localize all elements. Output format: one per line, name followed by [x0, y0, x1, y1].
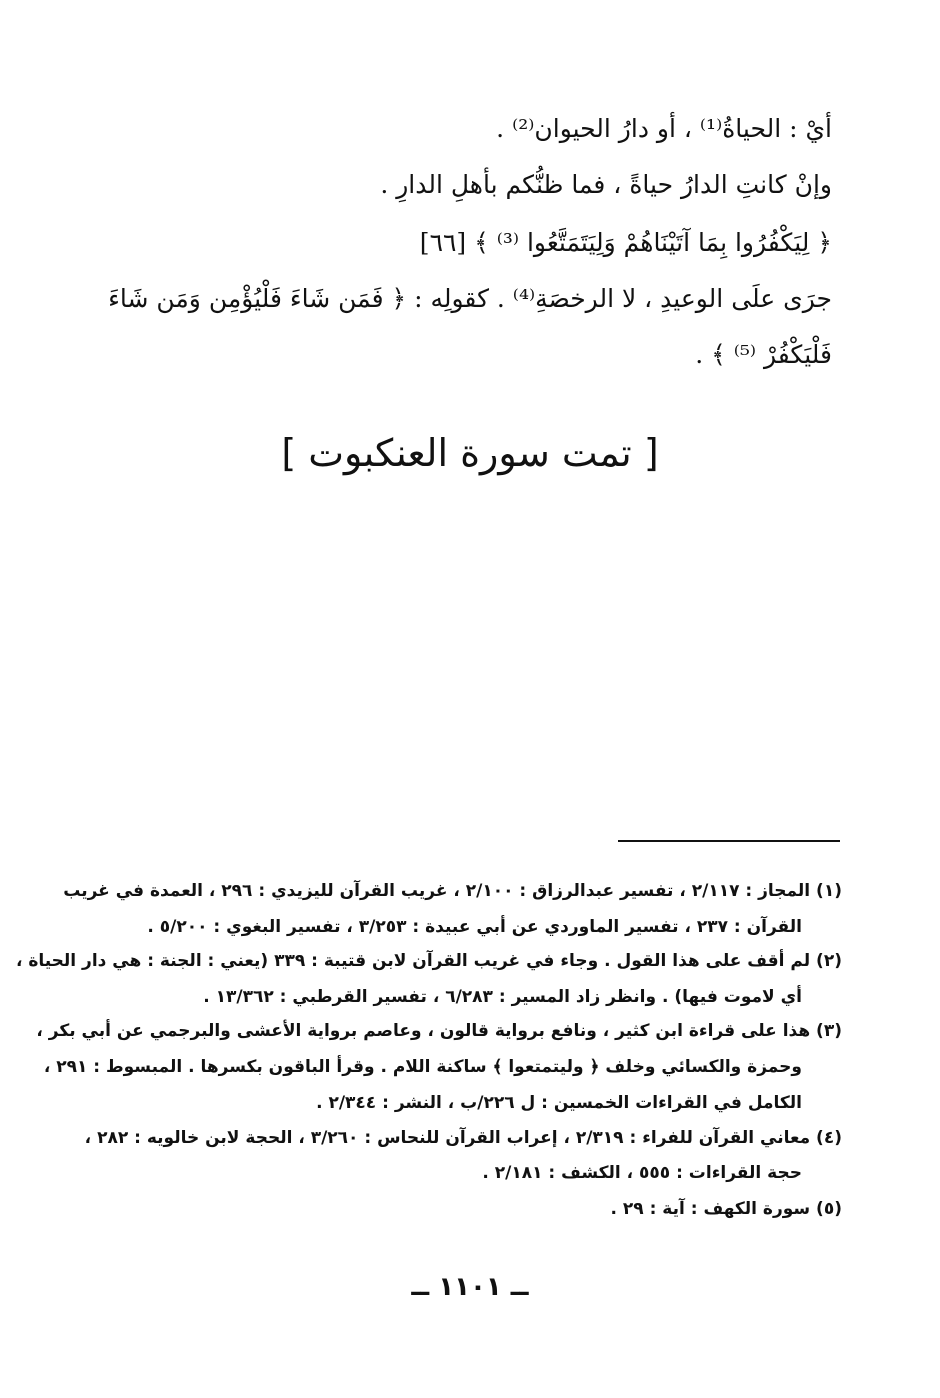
body-line-4: جرَى علَى الوعيدِ ، لا الرخصَةِ⁽⁴⁾ . كقولِه : ﴿ فَمَن شَاءَ فَلْيُؤْمِن وَمَن شَاءَ [108, 284, 832, 313]
footnote-separator [618, 840, 840, 842]
quran-verse-line: ﴿ لِيَكْفُرُوا بِمَا آتَيْنَاهُمْ وَلِيَتَمَتَّعُوا ⁽³⁾ ﴾ [٦٦] [419, 228, 832, 257]
footnote-4-line-1: (٤) معاني القرآن للفراء : ٢/٣١٩ ، إعراب القرآن للنحاس : ٣/٢٦٠ ، الحجة لابن خالويه : ٢٨٢ ، [84, 1128, 842, 1148]
footnote-3-line-2: وحمزة والكسائي وخلف ﴿ وليتمتعوا ﴾ ساكنة اللام . وقرأ الباقون بكسرها . المبسوط : ٢٩١ ، [43, 1057, 802, 1077]
footnote-2-line-2: أي لاموت فيها) . وانظر زاد المسير : ٦/٢٨٣ ، تفسير القرطبي : ١٣/٣٦٢ . [203, 987, 802, 1007]
footnote-1-line-2: القرآن : ٢٣٧ ، تفسير الماوردي عن أبي عبيدة : ٣/٢٥٣ ، تفسير البغوي : ٥/٢٠٠ . [147, 917, 802, 937]
footnote-3-line-3: الكامل في القراءات الخمسين : ل ٢٢٦/ب ، النشر : ٢/٣٤٤ . [316, 1093, 802, 1113]
body-line-5: فَلْيَكْفُرْ ⁽⁵⁾ ﴾ . [695, 340, 832, 369]
surah-end-title: [ تمت سورة العنكبوت ] [281, 431, 659, 475]
body-line-2: وإنْ كانتِ الدارُ حياةً ، فما ظنُّكم بأهلِ الدارِ . [380, 170, 832, 199]
footnote-3-line-1: (٣) هذا على قراءة ابن كثير ، ونافع برواية قالون ، وعاصم برواية الأعشى والبرجمي عن أبي بكر ، [36, 1021, 842, 1041]
footnote-4-line-2: حجة القراءات : ٥٥٥ ، الكشف : ٢/١٨١ . [482, 1163, 802, 1183]
page-number: ــ ١١٠١ ــ [411, 1272, 529, 1302]
footnote-1-line-1: (١) المجاز : ٢/١١٧ ، تفسير عبدالرزاق : ٢/١٠٠ ، غريب القرآن لليزيدي : ٢٩٦ ، العمدة في غريب [63, 881, 842, 901]
footnote-5-line-1: (٥) سورة الكهف : آية : ٢٩ . [610, 1199, 842, 1219]
body-line-1: أيْ : الحياةُ⁽¹⁾ ، أو دارُ الحيوان⁽²⁾ . [496, 114, 832, 143]
footnote-2-line-1: (٢) لم أقف على هذا القول . وجاء في غريب القرآن لابن قتيبة : ٣٣٩ (يعني : الجنة : هي دار الحياة ، [15, 951, 842, 971]
